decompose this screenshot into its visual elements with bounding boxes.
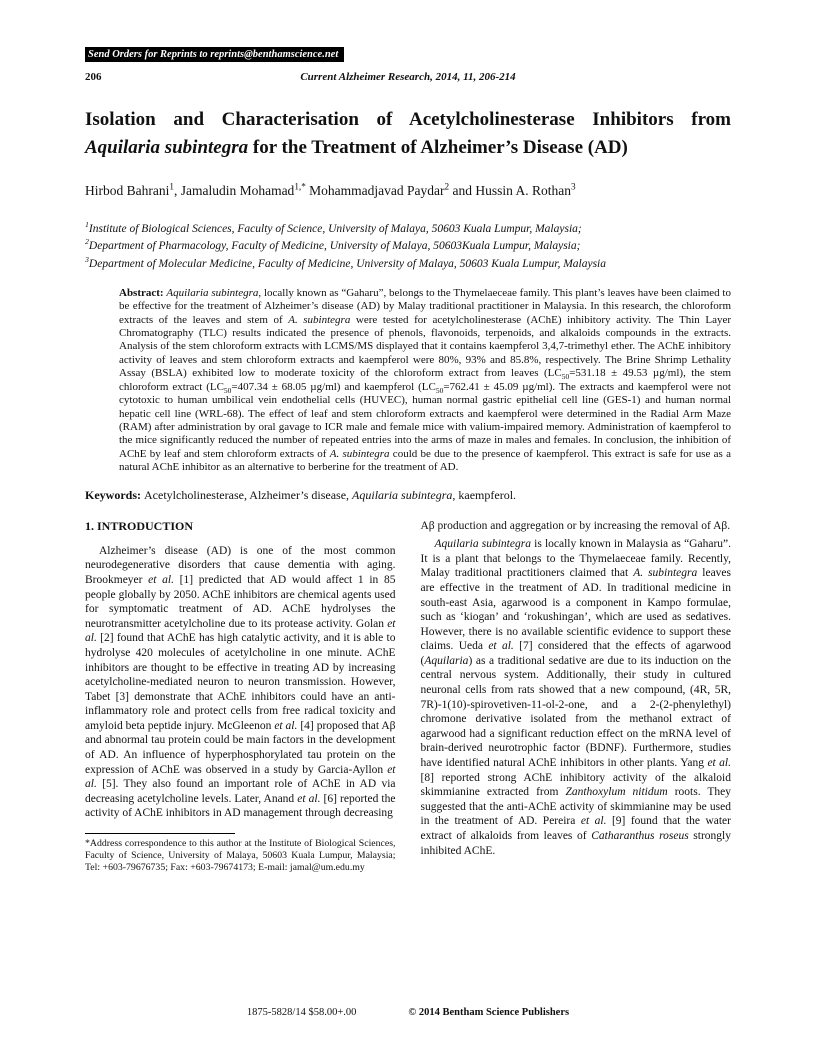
left-column <box>85 519 396 874</box>
affiliations <box>85 221 731 273</box>
abstract-paragraph: Abstract: Aquilaria subintegra, locally known as “Gaharu”, belongs to the Thymelaeceae family. This plant’s leaves have been claimed to be effective for the treatment of Alzheimer’s disease (AD) by Malay traditional practitioner in Malaysia. In this research, the chloroform extracts of the leaves and stem of A. subintegra were tested for acetylcholinesterase (AChE) inhibitory activity. The Thin Layer Chromatography (TLC) results indicated the presence of phenols, flavonoids, terpenoids, and alkaloids compounds in the extracts. Analysis of the stem chloroform extracts with LCMS/MS displayed that it contains kaempferol 3,4,7-trimethyl ether. The AChE inhibitory activity of leaves and stem chloroform extracts and kaempferol were 80%, 93% and 85.8%, respectively. The Brine Shrimp Lethality Assay (BSLA) exhibited low to moderate toxicity of the chloroform extract from leaves ($LC_{50}=531.18 \pm 49.53$ µg/ml), the stem chloroform extract ($LC_{50}=407.34 \pm 68.05$ µg/ml) and kaempferol ($LC_{50}=762.41 \pm 45.09$ µg/ml). The extracts and kaempferol were not cytotoxic to human umbilical vein endothelial cells (HUVEC), human normal gastric epithelial cell line (GES-1) and human normal hepatic cell line (WRL-68). The effect of leaf and stem chloroform extracts and kaempferol were determined in the Radial Arm Maze (RAM) after administration by oral gavage to ICR male and female mice with valium-impaired memory. Administration of kaempferol to the mice significantly reduced the number of repeated entries into the arms of maze in males and females. In conclusion, the inhibition of AChE by leaf and stem chloroform extracts of A. subintegra could be due to the presence of kaempferol. This extract is safe for use as a natural AChE inhibitor as an alternative to berberine for the treatment of AD. <box>119 286 732 474</box>
page-number: 206 <box>85 71 102 83</box>
affiliation-2: $^2$Department of Pharmacology, Faculty of Medicine, University of Malaya, 50603Kuala Lumpur, Malaysia; <box>85 237 581 253</box>
page-footer <box>0 1007 816 1018</box>
footnote-divider <box>85 833 235 834</box>
reprint-notice: Send Orders for Reprints to reprints@benthamscience.net <box>85 47 344 62</box>
page-header-row <box>85 71 731 86</box>
right-column <box>421 519 732 874</box>
correspondence-text: *Address correspondence to this author at the Institute of Biological Sciences, Faculty of Science, University of Malaya, 50603 Kuala Lumpur, Malaysia; Tel: +603-79676735; Fax: +603-79674173; E-mail: jamal@um.edu.my <box>85 838 396 873</box>
section-heading-introduction: 1. INTRODUCTION <box>85 518 194 533</box>
footer-issn-price: 1875-5828/14 $58.00+.00 <box>246 1007 357 1018</box>
affiliation-1: $^1$Institute of Biological Sciences, Faculty of Science, University of Malaya, 50603 Kuala Lumpur, Malaysia; <box>85 220 582 236</box>
two-column-body <box>85 519 731 874</box>
intro-paragraph-right-1: Aβ production and aggregation or by increasing the removal of Aβ. <box>420 519 731 532</box>
affiliation-3: $^3$Department of Molecular Medicine, Faculty of Medicine, University of Malaya, 50603 Kuala Lumpur, Malaysia <box>85 254 606 270</box>
author-list: Hirbod Bahrani$^1$, Jamaludin Mohamad$^{1,*}$ Mohammadjavad Paydar$^2$ and Hussin A. Rothan$^3$ <box>85 181 576 199</box>
footer-copyright: © 2014 Bentham Science Publishers <box>408 1007 570 1018</box>
journal-citation: Current Alzheimer Research, 2014, 11, 206-214 <box>300 71 516 83</box>
article-title: Isolation and Characterisation of Acetylcholinesterase Inhibitors from Aquilaria subintegra for the Treatment of Alzheimer’s Disease (AD) <box>85 109 731 158</box>
intro-paragraph-left: Alzheimer’s disease (AD) is one of the most common neurodegenerative disorders that cause dementia with aging. Brookmeyer et al. [1] predicted that AD would affect 1 in 85 people globally by 2050. AChE inhibitors are chemical agents used for symptomatic treatment of AD. AChE hydrolyses the neurotransmitter acetylcholine due to its protease activity. Golan et al. [2] found that AChE has high catalytic activity, and it is able to hydrolyse 420 molecules of acetylcholine in one minute. AChE inhibitors are thought to be effective in treating AD by increasing acetylcholine-mediated neuron to neuron transmission. However, Tabet [3] demonstrate that AChE inhibitors could have an anti-inflammatory role and protect cells from free radical toxicity and amyloid beta peptide injury. McGleenon et al. [4] proposed that Aβ and abnormal tau protein could be main factors in the development of AD. An influence of hyperphosphorylated tau protein on the expression of AChE was observed in a study by Garcia-Ayllon et al. [5]. They also found an important role of AChE in AD via decreasing acetylcholine levels. Later, Anand et al. [6] reported the activity of AChE inhibitors in AD management through decreasing <box>85 544 396 820</box>
intro-paragraph-right-2: Aquilaria subintegra is locally known in Malaysia as “Gaharu”. It is a plant that belongs to the Thymelaeceae family. Recently, Malay traditional practitioners claimed that A. subintegra leaves are effective in the treatment of AD. In traditional medicine in south-east Asia, agarwood is a component in Kampo formulae, such as ‘kiogan’ and ‘rokushingan’, which are used as sedatives. However, there is no available scientific evidence to support these claims. Ueda et al. [7] considered that the effects of agarwood (Aquilaria) as a traditional sedative are due to its induction on the central nervous system. Additionally, their study in cultured neuronal cells from rats showed that a new compound, (4R, 5R, 7R)-1(10)-spirovetiven-11-ol-2-one, and a 2-(2-phenylethyl) chromone derivative isolated from the methanol extract of agarwood had a significant reduction effect on the mRNA level of brain-derived neurotrophic factor (BDNF). Furthermore, studies have identified natural AChE inhibitors in other plants. Yang et al. [8] reported strong AChE inhibitory activity of the alkaloid skimmianine extracted from Zanthoxylum nitidum roots. They suggested that the anti-AChE activity of skimmianine may be used in the treatment of AD. Pereira et al. [9] found that the water extract of alkaloids from leaves of Catharanthus roseus strongly inhibited AChE. <box>420 538 732 857</box>
correspondence-footnote <box>85 833 396 874</box>
keywords-line: Keywords: Acetylcholinesterase, Alzheimer’s disease, Aquilaria subintegra, kaempferol. <box>85 487 517 502</box>
